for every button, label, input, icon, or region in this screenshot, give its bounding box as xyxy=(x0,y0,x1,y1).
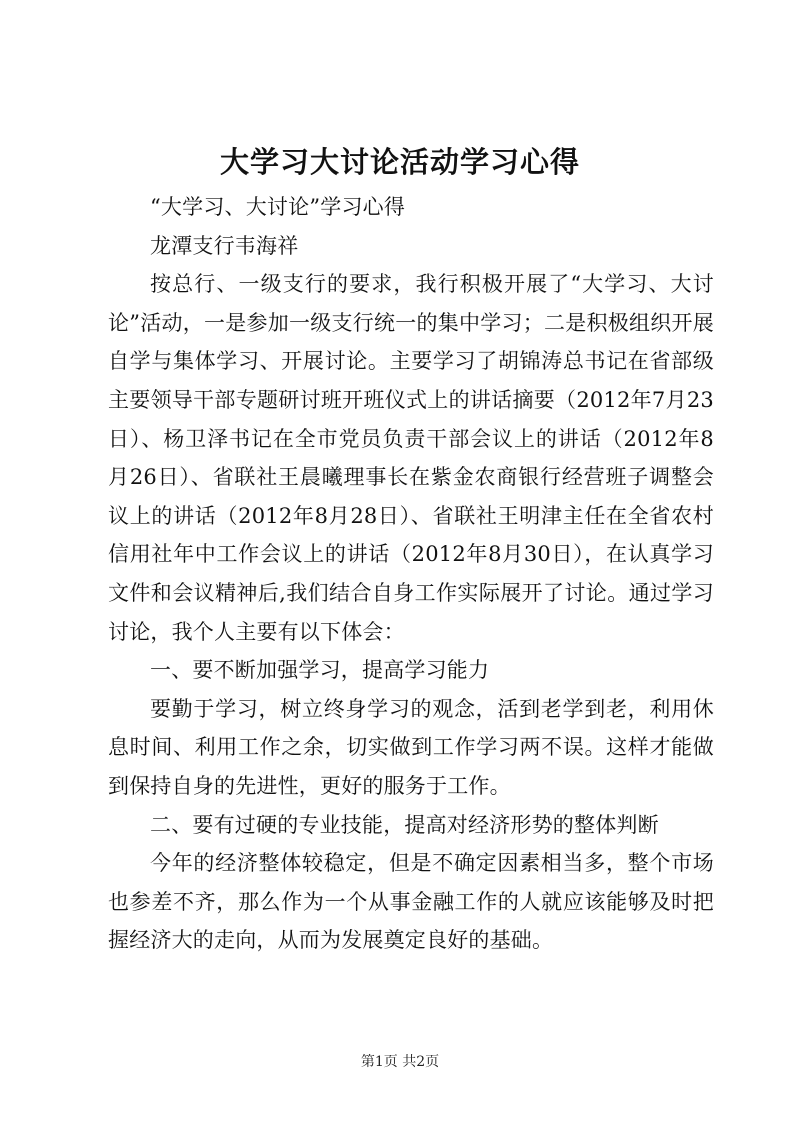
page-number-footer: 第1页 共2页 xyxy=(360,1054,440,1070)
intro-paragraph: 按总行、一级支行的要求，我行积极开展了“大学习、大讨论”活动，一是参加一级支行统一的集中学习；二是积极组织开展自学与集体学习、开展讨论。主要学习了胡锦涛总书记在省部级主要领导干部专题研讨班开班仪式上的讲话摘要（2012年7月23日）、杨卫泽书记在全市党员负责干部会议上的讲话（2012年8月26日）、省联社王晨曦理事长在紫金农商银行经营班子调整会议上的讲话（2012年8月28日）、省联社王明津主任在全省农村信用社年中工作会议上的讲话（2012年8月30日），在认真学习文件和会议精神后,我们结合自身工作实际展开了讨论。通过学习讨论，我个人主要有以下体会： xyxy=(108,272,714,644)
section-paragraph-1: 要勤于学习，树立终身学习的观念，活到老学到老，利用休息时间、利用工作之余，切实做到工作学习两不误。这样才能做到保持自身的先进性，更好的服务于工作。 xyxy=(108,696,714,798)
document-body xyxy=(108,188,714,960)
document-title: 大学习大讨论活动学习心得 xyxy=(219,145,580,179)
section-heading-1: 一、要不断加强学习，提高学习能力 xyxy=(150,658,490,683)
subtitle-paragraph: “大学习、大讨论”学习心得 xyxy=(150,195,406,219)
author-paragraph: 龙潭支行韦海祥 xyxy=(150,233,299,258)
section-heading-2: 二、要有过硬的专业技能，提高对经济形势的整体判断 xyxy=(150,812,659,837)
section-paragraph-2: 今年的经济整体较稳定，但是不确定因素相当多，整个市场也参差不齐，那么作为一个从事金融工作的人就应该能够及时把握经济大的走向，从而为发展奠定良好的基础。 xyxy=(108,851,714,953)
